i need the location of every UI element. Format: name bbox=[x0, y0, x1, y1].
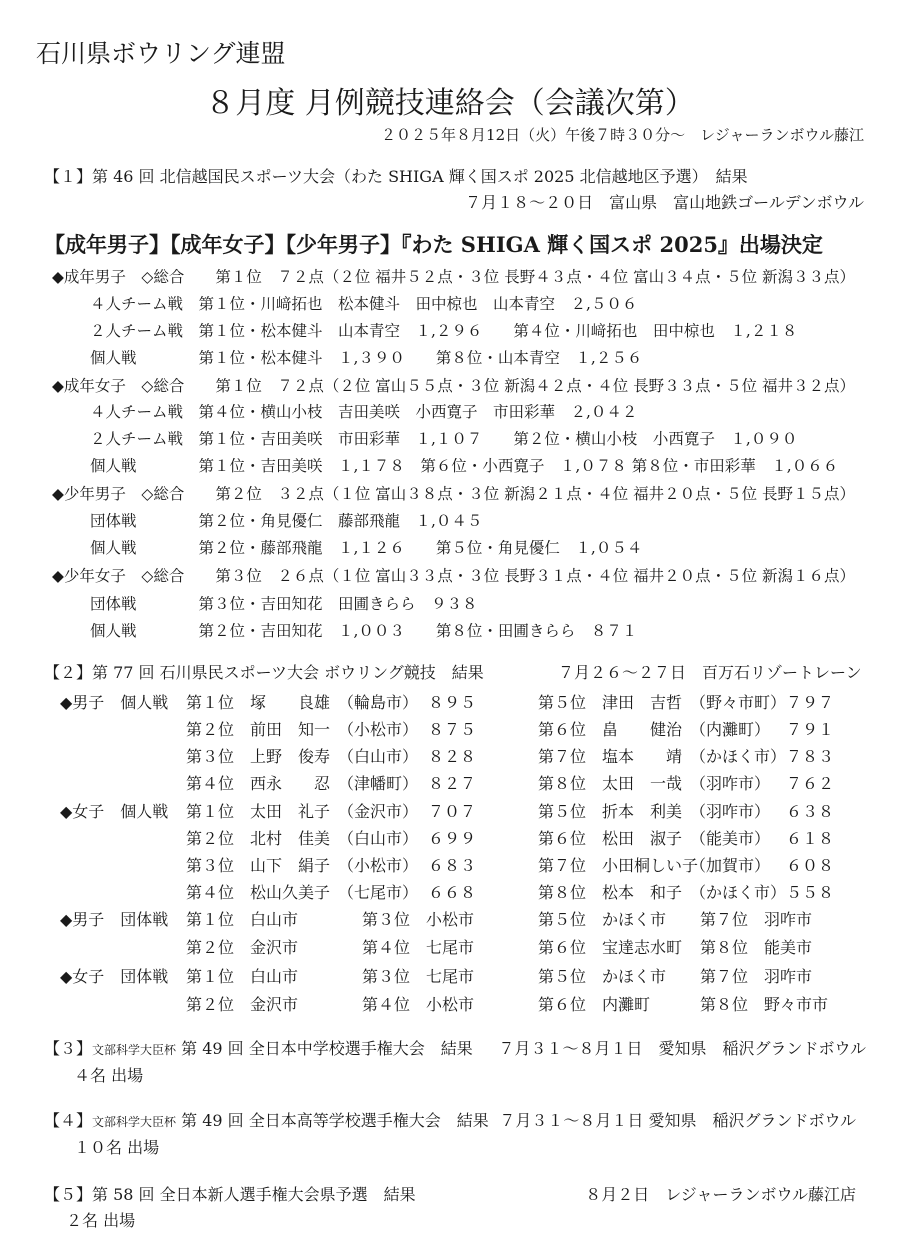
section-5-heading: 【５】第 58 回 全日本新人選手権大会県予選 結果 bbox=[44, 1185, 416, 1204]
document-title: ８月度 月例競技連絡会（会議次第） bbox=[205, 86, 695, 121]
s1-line: 個人戦 第１位・松本健斗 １,３９０ 第８位・山本青空 １,２５６ bbox=[90, 349, 643, 367]
women-team-entry: 第１位 白山市 bbox=[186, 967, 299, 986]
men-player-name: 塚 良雄 bbox=[250, 693, 331, 712]
s1-line: ２人チーム戦 第１位・松本健斗 山本青空 １,２９６ 第４位・川﨑拓也 田中椋也 １,２１８ bbox=[90, 322, 798, 340]
section-3-number: 【３】 bbox=[44, 1039, 93, 1058]
women-rank: 第４位 bbox=[186, 883, 235, 902]
men-rank: 第８位 bbox=[538, 774, 587, 793]
women-player-city: （七尾市） bbox=[338, 883, 419, 902]
women-team-label: ◆女子 団体戦 bbox=[60, 967, 169, 986]
men-score: ８２７ bbox=[428, 774, 477, 793]
section-3-title: 第 49 回 全日本中学校選手権大会 結果 bbox=[181, 1039, 473, 1058]
men-rank: 第１位 bbox=[186, 693, 235, 712]
men-score: ８２８ bbox=[428, 747, 477, 766]
women-rank: 第７位 bbox=[538, 856, 587, 875]
section-2-heading: 【２】第 77 回 石川県民スポーツ大会 ボウリング競技 結果 bbox=[44, 663, 484, 682]
section-4-title: 第 49 回 全日本高等学校選手権大会 結果 bbox=[181, 1111, 489, 1130]
s1-line: ◆少年女子 ◇総合 第３位 ２６点（１位 富山３３点・３位 長野３１点・４位 福井２０点・５位 新潟１６点） bbox=[52, 567, 856, 585]
s1-line: ◆成年女子 ◇総合 第１位 ７２点（２位 富山５５点・３位 新潟４２点・４位 長野３３点・５位 福井３２点） bbox=[52, 377, 856, 395]
men-team-entry: 第２位 金沢市 bbox=[186, 938, 299, 957]
section-4-heading bbox=[44, 1108, 489, 1131]
men-score: ７９１ bbox=[786, 720, 835, 739]
women-rank: 第１位 bbox=[186, 802, 235, 821]
men-player-city: （輪島市） bbox=[338, 693, 419, 712]
women-player-name: 折本 利美 bbox=[602, 802, 683, 821]
section-4-number: 【４】 bbox=[44, 1111, 93, 1130]
men-team-entry: 第６位 宝達志水町 bbox=[538, 938, 683, 957]
women-player-name: 松本 和子 bbox=[602, 883, 683, 902]
women-player-city: （能美市） bbox=[690, 829, 771, 848]
men-score: ７８３ bbox=[786, 747, 835, 766]
section-3-prefix: 文部科学大臣杯 bbox=[92, 1043, 177, 1057]
s1-line: ◆少年男子 ◇総合 第２位 ３２点（１位 富山３８点・３位 新潟２１点・４位 福井２０点・５位 長野１５点） bbox=[52, 485, 856, 503]
meeting-datetime-venue: ２０２５年８月12日（火）午後７時３０分～ レジャーランボウル藤江 bbox=[381, 126, 864, 144]
section-4-prefix: 文部科学大臣杯 bbox=[92, 1115, 177, 1129]
women-player-city: （白山市） bbox=[338, 829, 419, 848]
men-team-entry: 第５位 かほく市 bbox=[538, 910, 667, 929]
women-score: ６３８ bbox=[786, 802, 835, 821]
women-player-name: 太田 礼子 bbox=[250, 802, 331, 821]
women-player-city: （加賀市） bbox=[690, 856, 771, 875]
women-rank: 第８位 bbox=[538, 883, 587, 902]
men-player-name: 西永 忍 bbox=[250, 774, 331, 793]
women-score: ６６８ bbox=[428, 883, 477, 902]
men-score: ７９７ bbox=[786, 693, 835, 712]
men-player-city: （津幡町） bbox=[338, 774, 419, 793]
women-team-entry: 第８位 野々市市 bbox=[700, 995, 829, 1014]
men-player-city: （羽咋市） bbox=[690, 774, 771, 793]
s1-line: 個人戦 第１位・吉田美咲 １,１７８ 第６位・小西寛子 １,０７８ 第８位・市田彩華 １,０６６ bbox=[90, 457, 839, 475]
men-team-entry: 第４位 七尾市 bbox=[362, 938, 475, 957]
women-team-entry: 第２位 金沢市 bbox=[186, 995, 299, 1014]
women-team-entry: 第３位 七尾市 bbox=[362, 967, 475, 986]
men-team-entry: 第８位 能美市 bbox=[700, 938, 813, 957]
men-player-city: （内灘町） bbox=[690, 720, 771, 739]
women-player-city: （羽咋市） bbox=[690, 802, 771, 821]
men-player-name: 津田 吉哲 bbox=[602, 693, 683, 712]
women-rank: 第６位 bbox=[538, 829, 587, 848]
section-3-date: ７月３１～８月１日 愛知県 稲沢グランドボウル bbox=[498, 1039, 866, 1058]
women-individual-label: ◆女子 個人戦 bbox=[60, 802, 169, 821]
men-score: ８９５ bbox=[428, 693, 477, 712]
s1-line: 団体戦 第２位・角見優仁 藤部飛龍 １,０４５ bbox=[90, 512, 483, 530]
section-5-note: ２名 出場 bbox=[66, 1211, 136, 1230]
women-score: ７０７ bbox=[428, 802, 477, 821]
men-rank: 第２位 bbox=[186, 720, 235, 739]
men-player-name: 太田 一哉 bbox=[602, 774, 683, 793]
women-player-name: 松山久美子 bbox=[250, 883, 331, 902]
men-player-name: 畠 健治 bbox=[602, 720, 683, 739]
men-team-entry: 第３位 小松市 bbox=[362, 910, 475, 929]
men-player-name: 前田 知一 bbox=[250, 720, 331, 739]
men-team-label: ◆男子 団体戦 bbox=[60, 910, 169, 929]
men-rank: 第７位 bbox=[538, 747, 587, 766]
men-player-city: （かほく市） bbox=[690, 747, 787, 766]
s1-line: ２人チーム戦 第１位・吉田美咲 市田彩華 １,１０７ 第２位・横山小枝 小西寛子 １,０９０ bbox=[90, 430, 798, 448]
s1-line: 個人戦 第２位・藤部飛龍 １,１２６ 第５位・角見優仁 １,０５４ bbox=[90, 539, 643, 557]
women-score: ６９９ bbox=[428, 829, 477, 848]
s1-line: ４人チーム戦 第４位・横山小枝 吉田美咲 小西寛子 市田彩華 ２,０４２ bbox=[90, 403, 638, 421]
section-1-heading: 【１】第 46 回 北信越国民スポーツ大会（わた SHIGA 輝く国スポ 2025 北信越地区予選） 結果 bbox=[44, 167, 748, 186]
men-rank: 第３位 bbox=[186, 747, 235, 766]
men-player-city: （野々市町） bbox=[690, 693, 787, 712]
women-score: ６８３ bbox=[428, 856, 477, 875]
section-4-note: １０名 出場 bbox=[74, 1138, 160, 1157]
men-team-entry: 第７位 羽咋市 bbox=[700, 910, 813, 929]
men-score: ７６２ bbox=[786, 774, 835, 793]
men-rank: 第６位 bbox=[538, 720, 587, 739]
women-player-city: （かほく市） bbox=[690, 883, 787, 902]
organization-name: 石川県ボウリング連盟 bbox=[36, 39, 286, 68]
men-rank: 第４位 bbox=[186, 774, 235, 793]
section-1-date: ７月１８～２０日 富山県 富山地鉄ゴールデンボウル bbox=[465, 193, 864, 212]
women-rank: 第３位 bbox=[186, 856, 235, 875]
women-team-entry: 第４位 小松市 bbox=[362, 995, 475, 1014]
women-player-name: 松田 淑子 bbox=[602, 829, 683, 848]
s1-line: ４人チーム戦 第１位・川﨑拓也 松本健斗 田中椋也 山本青空 ２,５０６ bbox=[90, 295, 638, 313]
women-player-name: 山下 絹子 bbox=[250, 856, 331, 875]
men-player-name: 上野 俊寿 bbox=[250, 747, 331, 766]
women-player-name: 北村 佳美 bbox=[250, 829, 331, 848]
women-player-city: （金沢市） bbox=[338, 802, 419, 821]
men-player-city: （小松市） bbox=[338, 720, 419, 739]
section-5-date: ８月２日 レジャーランボウル藤江店 bbox=[585, 1185, 856, 1204]
s1-line: 個人戦 第２位・吉田知花 １,００３ 第８位・田圃きらら ８７１ bbox=[90, 622, 638, 640]
s1-line: 団体戦 第３位・吉田知花 田圃きらら ９３８ bbox=[90, 595, 478, 613]
women-team-entry: 第６位 内灘町 bbox=[538, 995, 651, 1014]
women-score: ６０８ bbox=[786, 856, 835, 875]
women-score: ５５８ bbox=[786, 883, 835, 902]
women-player-name: 小田桐しい子 bbox=[602, 856, 699, 875]
men-team-entry: 第１位 白山市 bbox=[186, 910, 299, 929]
men-player-city: （白山市） bbox=[338, 747, 419, 766]
women-rank: 第２位 bbox=[186, 829, 235, 848]
section-3-note: ４名 出場 bbox=[74, 1066, 144, 1085]
section-3-heading bbox=[44, 1036, 473, 1059]
men-score: ８７５ bbox=[428, 720, 477, 739]
men-individual-label: ◆男子 個人戦 bbox=[60, 693, 169, 712]
women-rank: 第５位 bbox=[538, 802, 587, 821]
s1-line: ◆成年男子 ◇総合 第１位 ７２点（２位 福井５２点・３位 長野４３点・４位 富山３４点・５位 新潟３３点） bbox=[52, 268, 856, 286]
women-player-city: （小松市） bbox=[338, 856, 419, 875]
men-rank: 第５位 bbox=[538, 693, 587, 712]
section-2-date: ７月２６～２７日 百万石リゾートレーン bbox=[558, 663, 862, 682]
women-team-entry: 第５位 かほく市 bbox=[538, 967, 667, 986]
men-player-name: 塩本 靖 bbox=[602, 747, 683, 766]
section-1-headline: 【成年男子】【成年女子】【少年男子】『わた SHIGA 輝く国スポ 2025』出場決定 bbox=[44, 232, 823, 257]
section-4-date: ７月３１～８月１日 愛知県 稲沢グランドボウル bbox=[499, 1111, 856, 1130]
women-score: ６１８ bbox=[786, 829, 835, 848]
women-team-entry: 第７位 羽咋市 bbox=[700, 967, 813, 986]
